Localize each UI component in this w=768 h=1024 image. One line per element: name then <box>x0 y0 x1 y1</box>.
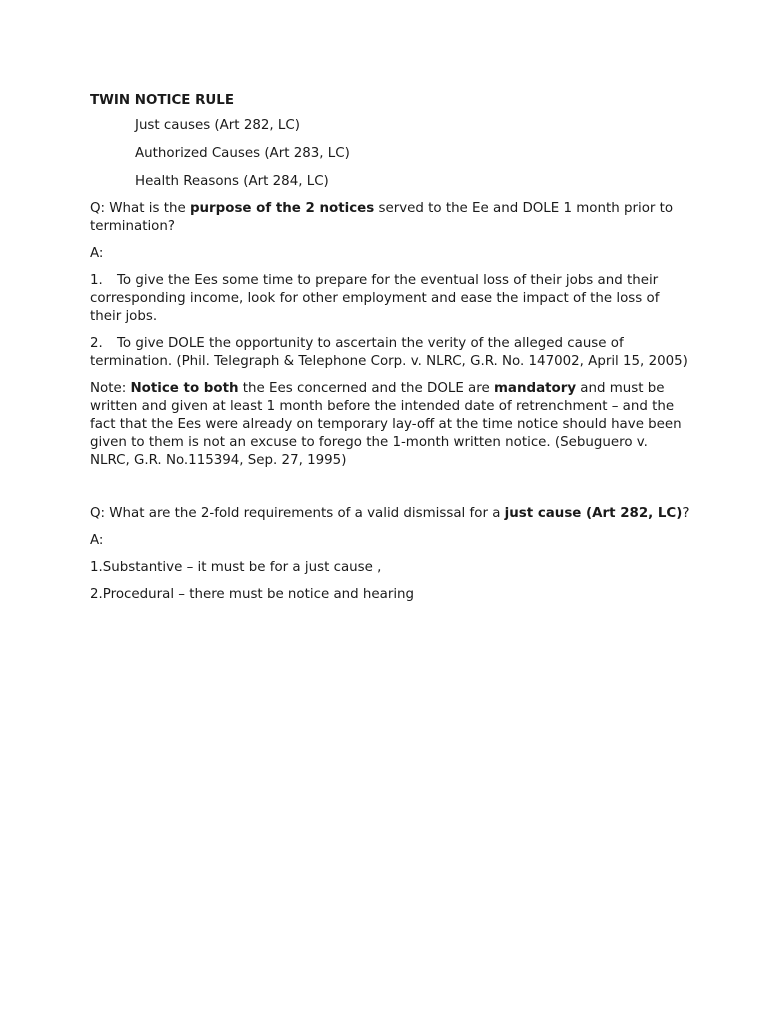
answer-number: 1. <box>90 273 103 288</box>
question-2-suffix: ? <box>682 506 690 521</box>
note-emphasis-2: mandatory <box>493 381 577 396</box>
blank-line <box>90 479 690 505</box>
question-1-emphasis: purpose of the 2 notices <box>189 201 375 216</box>
answer-2-label: A: <box>90 533 104 548</box>
note-suffix: and must be written and given at least 1 month before the intended date of retrenchment – and the fact that the Ees were already on temporary lay-off at the time notice should have been given to them is not an excuse to forego the 1-month written notice. (Sebuguero v. NLRC, G.R. No.115394, Sep. 27, 1995) <box>90 381 682 468</box>
cause-item: Health Reasons (Art 284, LC) <box>135 174 329 189</box>
note-prefix: Note: <box>90 381 131 396</box>
question-1 <box>90 200 690 236</box>
note-emphasis-1: Notice to both <box>130 381 239 396</box>
answer-number: 2. <box>90 336 103 351</box>
answer-item <box>90 335 690 371</box>
question-2-prefix: Q: What are the 2-fold requirements of a valid dismissal for a <box>90 506 505 521</box>
requirement-item: 1.Substantive – it must be for a just cause , <box>90 560 382 575</box>
note-middle: the Ees concerned and the DOLE are <box>238 381 494 396</box>
answer-item <box>90 272 690 326</box>
cause-item: Just causes (Art 282, LC) <box>135 118 300 133</box>
answer-text: To give DOLE the opportunity to ascertain the verity of the alleged cause of termination. (Phil. Telegraph & Telephone Corp. v. NLRC, G.R. No. 147002, April 15, 2005) <box>90 336 688 369</box>
question-1-suffix: served to the Ee and DOLE 1 month prior to termination? <box>90 201 674 234</box>
answer-text: To give the Ees some time to prepare for the eventual loss of their jobs and their corresponding income, look for other employment and ease the impact of the loss of their jobs. <box>90 273 660 324</box>
answer-1-label: A: <box>90 246 104 261</box>
note-paragraph <box>90 380 690 470</box>
cause-item: Authorized Causes (Art 283, LC) <box>135 146 350 161</box>
question-1-prefix: Q: What is the <box>90 201 190 216</box>
question-2 <box>90 505 690 523</box>
question-2-emphasis: just cause (Art 282, LC) <box>504 506 683 521</box>
document-page <box>90 93 690 613</box>
requirement-item: 2.Procedural – there must be notice and hearing <box>90 587 415 602</box>
document-title: TWIN NOTICE RULE <box>90 93 234 108</box>
